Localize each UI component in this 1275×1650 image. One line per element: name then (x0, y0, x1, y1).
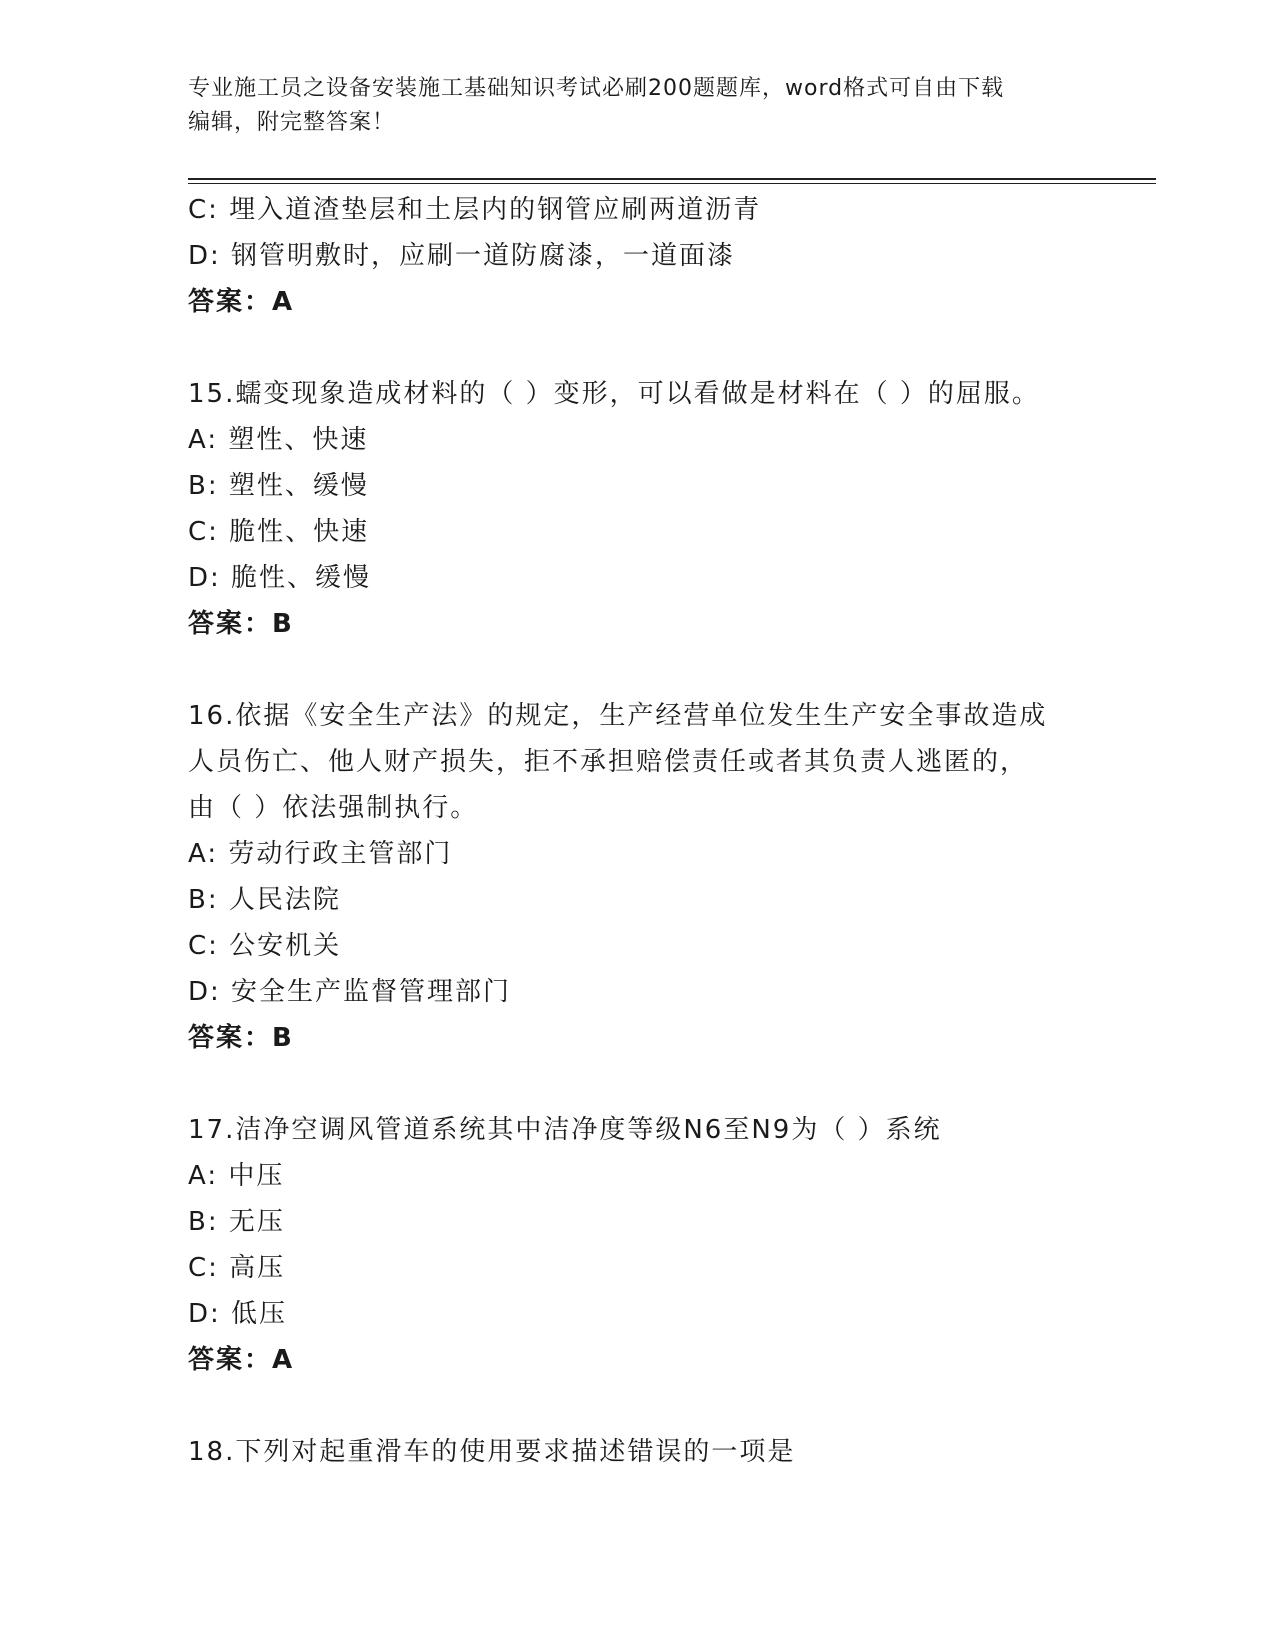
option-b: B: 塑性、缓慢 (188, 471, 369, 501)
question-text: 17.洁净空调风管道系统其中洁净度等级N6至N9为（ ）系统 (188, 1115, 942, 1145)
header-line-2: 编辑，附完整答案！ (188, 110, 396, 135)
spacer (188, 1383, 1088, 1429)
option-a: A: 劳动行政主管部门 (188, 839, 453, 869)
question-text: 18.下列对起重滑车的使用要求描述错误的一项是 (188, 1437, 796, 1467)
spacer (188, 325, 1088, 371)
question-18 (188, 1429, 1088, 1475)
answer-label: 答案：B (188, 1023, 294, 1053)
document-header (188, 72, 1068, 140)
spacer (188, 1061, 1088, 1107)
question-content (188, 187, 1088, 1475)
question-text: 15.蠕变现象造成材料的（ ）变形，可以看做是材料在（ ）的屈服。 (188, 379, 1040, 409)
option-b: B: 无压 (188, 1207, 285, 1237)
header-divider-thin (188, 183, 1156, 184)
option-d: D: 低压 (188, 1299, 288, 1329)
answer-label: 答案：B (188, 609, 294, 639)
option-a: A: 塑性、快速 (188, 425, 369, 455)
question-17 (188, 1107, 1088, 1383)
option-d: D: 安全生产监督管理部门 (188, 977, 512, 1007)
header-divider-thick (188, 178, 1156, 180)
question-15 (188, 371, 1088, 647)
option-c: C: 埋入道渣垫层和土层内的钢管应刷两道沥青 (188, 195, 762, 225)
option-c: C: 脆性、快速 (188, 517, 370, 547)
option-a: A: 中压 (188, 1161, 285, 1191)
option-c: C: 高压 (188, 1253, 286, 1283)
option-c: C: 公安机关 (188, 931, 342, 961)
carryover-block (188, 187, 1088, 325)
answer-label: 答案：A (188, 287, 295, 317)
option-d: D: 钢管明敷时，应刷一道防腐漆，一道面漆 (188, 241, 736, 271)
question-16 (188, 693, 1088, 1061)
header-line-1: 专业施工员之设备安装施工基础知识考试必刷200题题库，word格式可自由下载 (188, 76, 1005, 101)
question-text: 16.依据《安全生产法》的规定，生产经营单位发生生产安全事故造成 (188, 701, 1048, 731)
option-d: D: 脆性、缓慢 (188, 563, 372, 593)
answer-label: 答案：A (188, 1345, 295, 1375)
spacer (188, 647, 1088, 693)
question-text: 由（ ）依法强制执行。 (188, 793, 479, 823)
option-b: B: 人民法院 (188, 885, 341, 915)
question-text: 人员伤亡、他人财产损失，拒不承担赔偿责任或者其负责人逃匿的， (188, 747, 1029, 777)
